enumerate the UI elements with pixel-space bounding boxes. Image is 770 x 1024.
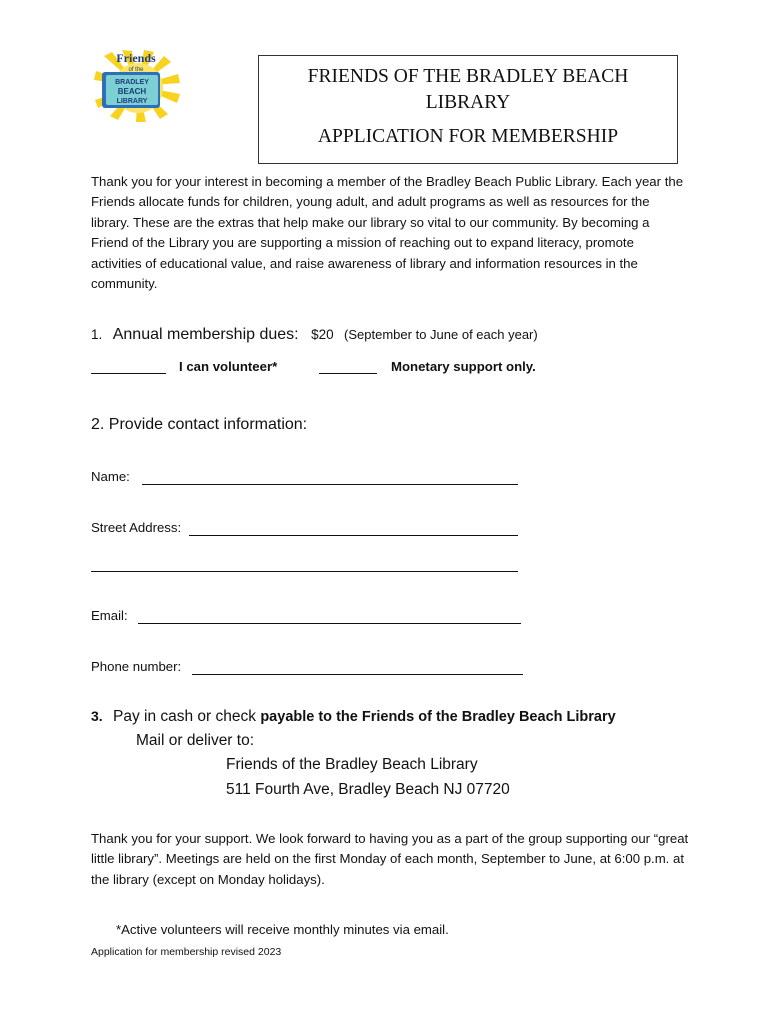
logo-of-text: of the	[128, 67, 144, 73]
email-label: Email:	[91, 608, 128, 623]
name-label: Name:	[91, 469, 130, 484]
title-box	[258, 55, 678, 164]
section-1-number: 1.	[91, 327, 103, 342]
monetary-blank[interactable]	[319, 359, 377, 374]
dues-period: (September to June of each year)	[344, 327, 538, 342]
mail-instruction: Mail or deliver to:	[136, 732, 255, 749]
logo-friends-text: Friends	[116, 51, 156, 65]
membership-options	[91, 359, 571, 379]
logo-beach-text: BEACH	[117, 87, 147, 96]
name-line[interactable]	[142, 484, 518, 485]
section-3-heading	[91, 708, 616, 726]
logo-bradley-text: BRADLEY	[115, 79, 149, 86]
intro-paragraph: Thank you for your interest in becoming a member of the Bradley Beach Public Library. Each year the Friends allocate funds for children, young adult, and adult programs as well as resources for the library. These are the extras that help make our library so vital to our community. By becoming a Friend of the Library you are supporting a mission of reaching out to expand literacy, promote activities of educational value, and raise awareness of library and information resources in the community.	[91, 174, 684, 292]
volunteer-label: I can volunteer*	[179, 359, 278, 374]
section-3-number: 3.	[91, 708, 103, 724]
section-1-title: Annual membership dues:	[112, 326, 299, 343]
section-2-heading: 2. Provide contact information:	[91, 416, 308, 433]
mailing-address-line-1: Friends of the Bradley Beach Library	[226, 756, 478, 773]
monetary-label: Monetary support only.	[391, 359, 536, 374]
logo-library-text: LIBRARY	[116, 98, 148, 105]
volunteer-note: *Active volunteers will receive monthly minutes via email.	[116, 922, 449, 937]
section-1-heading	[91, 326, 538, 344]
street-address-line-2[interactable]	[91, 571, 518, 572]
page-subtitle: APPLICATION FOR MEMBERSHIP	[317, 126, 619, 147]
mailing-address-line-2: 511 Fourth Ave, Bradley Beach NJ 07720	[226, 781, 510, 798]
section-3-text: Pay in cash or check	[113, 708, 261, 725]
revision-footer: Application for membership revised 2023	[91, 946, 282, 958]
closing-paragraph: Thank you for your support. We look forward to having you as a part of the group supporting our “great little library”. Meetings are held on the first Monday of each month, September to June, at 6:00 p.m. at the library (except on Monday holidays).	[91, 831, 689, 887]
volunteer-blank[interactable]	[91, 359, 166, 374]
page-title: FRIENDS OF THE BRADLEY BEACH LIBRARY	[307, 66, 629, 113]
email-line[interactable]	[138, 623, 521, 624]
street-address-label: Street Address:	[91, 520, 182, 535]
street-address-line[interactable]	[189, 535, 518, 536]
dues-amount: $20	[311, 327, 334, 342]
phone-line[interactable]	[192, 674, 523, 675]
friends-logo	[92, 50, 184, 122]
phone-label: Phone number:	[91, 659, 182, 674]
payable-to: payable to the Friends of the Bradley Beach Library	[260, 709, 616, 725]
